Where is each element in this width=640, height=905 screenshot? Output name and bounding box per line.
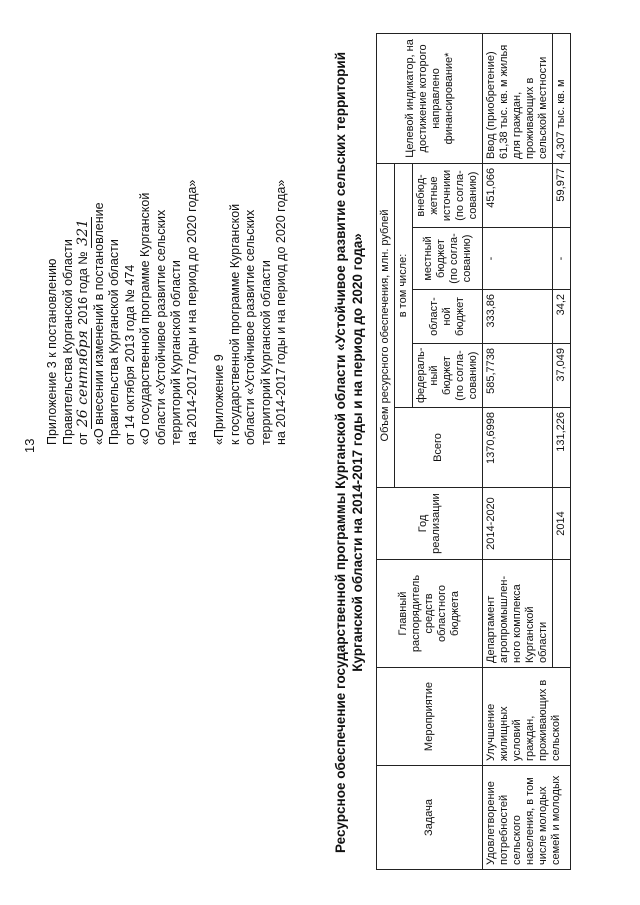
government-line: Правительства Курганской области: [60, 239, 75, 445]
cell-year: 2014: [553, 488, 571, 560]
header-federal: федераль-ный бюджет (по согла-сованию): [413, 344, 483, 408]
header-total: Всего: [395, 408, 483, 488]
cell-extrabudget: 451,066: [483, 163, 553, 227]
appendix-header: [45, 15, 290, 445]
cell-regional: 34,2: [553, 290, 571, 344]
cell-total: 131,226: [553, 408, 571, 488]
date-year: 2016 года №: [76, 251, 90, 325]
handwritten-date: 26 сентября: [75, 330, 91, 428]
cell-manager: Департамент агропромышлен-ного комплекса Курганской области: [483, 560, 553, 668]
title-line-1: Ресурсное обеспечение государственной программы Курганской области «Устойчивое развитие сельских территорий: [333, 51, 348, 854]
header-volume: Объем ресурсного обеспечения, млн. рублей: [377, 163, 395, 487]
cell-measure: Улучшение жилищных условий граждан, проживающих в сельской: [483, 668, 571, 766]
appendix9-line: области «Устойчивое развитие сельских: [243, 209, 257, 445]
header-line: от 14 октября 2013 года № 474: [122, 264, 137, 445]
cell-manager-empty: [553, 560, 571, 668]
header-indicator: Целевой индикатор, на достижение которого направлено финансирование*: [377, 33, 483, 163]
header-measure: Мероприятие: [377, 668, 483, 766]
title-line-2: Курганской области на 2014-2017 годы и на период до 2020 года»: [350, 233, 365, 672]
header-year: Год реализации: [377, 488, 483, 560]
appendix9-line: территорий Курганской области: [258, 260, 273, 445]
handwritten-number: 321: [75, 219, 91, 246]
cell-extrabudget: 59,977: [553, 163, 571, 227]
cell-year: 2014-2020: [483, 488, 553, 560]
cell-federal: 37,049: [553, 344, 571, 408]
appendix9-line: «Приложение 9: [212, 354, 226, 445]
appendix9-line: на 2014-2017 годы и на период до 2020 года»: [274, 179, 288, 445]
header-local: местный бюджет (по согла-сованию): [413, 228, 483, 290]
header-task: Задача: [377, 766, 483, 870]
header-row: [377, 33, 395, 869]
header-extrabudget: внебюд-жетные источники (по согла-сованию): [413, 163, 483, 227]
header-line: на 2014-2017 годы и на период до 2020 года»: [184, 179, 199, 445]
header-line: «О государственной программе Курганской: [138, 192, 152, 445]
cell-total: 1370,6998: [483, 408, 553, 488]
header-line: Правительства Курганской области: [107, 239, 121, 445]
header-in-that: в том числе:: [395, 163, 413, 407]
date-prefix: от: [76, 432, 90, 445]
date-line: [76, 15, 92, 445]
cell-regional: 333,86: [483, 290, 553, 344]
header-line: территорий Курганской области: [169, 260, 183, 445]
resource-table: [376, 33, 571, 870]
header-manager: Главный распорядитель средств областного бюджета: [377, 560, 483, 668]
cell-federal: 585,7738: [483, 344, 553, 408]
cell-indicator: Ввод (приобретение) 61,38 тыс. кв. м жилья для граждан, проживающих в сельской местности: [483, 33, 553, 163]
cell-task: Удовлетворение потребностей сельского населения, в том числе молодых семей и молодых: [483, 766, 571, 870]
document-title: [332, 0, 366, 905]
header-regional: област-ной бюджет: [413, 290, 483, 344]
header-line: области «Устойчивое развитие сельских: [153, 209, 168, 445]
page-number: 13: [22, 438, 37, 453]
cell-indicator: 4,307 тыс. кв. м: [553, 33, 571, 163]
appendix9-line: к государственной программе Курганской: [227, 203, 242, 445]
table-row: [483, 33, 553, 869]
amendment-line: «О внесении изменений в постановление: [91, 202, 106, 445]
cell-local: -: [553, 228, 571, 290]
cell-local: -: [483, 228, 553, 290]
appendix-line: Приложение 3 к постановлению: [45, 258, 59, 445]
